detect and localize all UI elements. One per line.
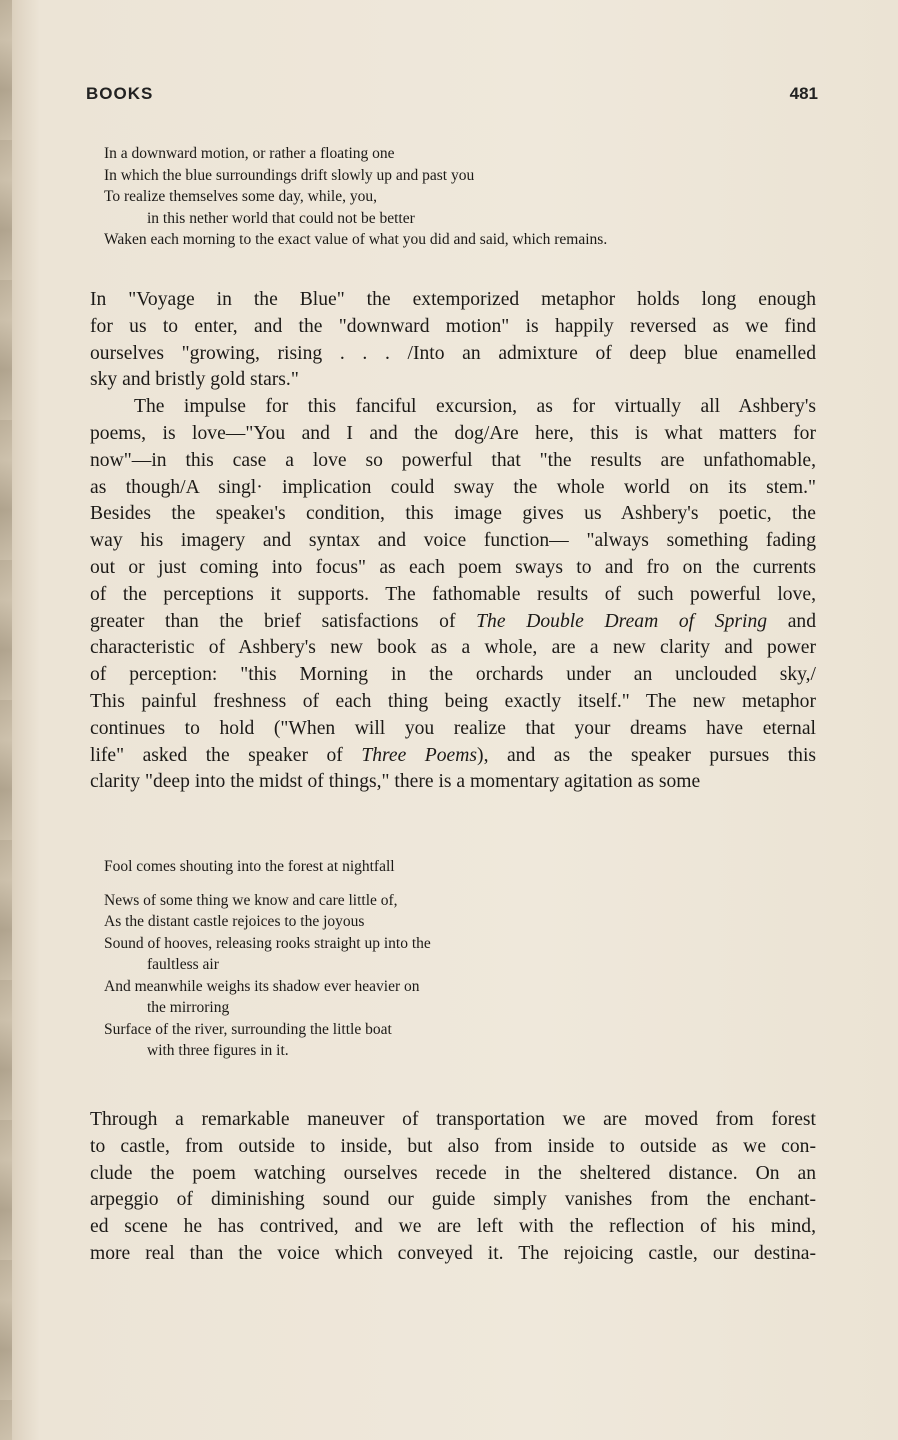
verse-line: In which the blue surroundings drift slowly up and past you: [104, 166, 475, 184]
text-line: clarity "deep into the midst of things," there is a momentary agitation as some: [90, 771, 701, 793]
page-number: 481: [789, 84, 818, 103]
verse-quotation-1: [104, 143, 607, 251]
text-line: ed scene he has contrived, and we are left with the reflection of his mind,: [90, 1216, 816, 1238]
running-head: BOOKS: [86, 84, 154, 103]
text-line: characteristic of Ashbery's new book as a whole, are a new clarity and power: [90, 637, 816, 659]
text-line: Besides the speakeı's condition, this image gives us Ashbery's poetic, the: [90, 503, 816, 525]
text-line: The impulse for this fanciful excursion, as for virtually all Ashbery's: [134, 396, 816, 418]
verse-line: To realize themselves some day, while, you,: [104, 188, 377, 205]
page-header: [86, 84, 818, 108]
body-text-1: [90, 287, 816, 796]
stanza-gap: [104, 878, 431, 890]
text-line: more real than the voice which conveyed it. The rejoicing castle, our destina-: [90, 1242, 816, 1264]
text-line: arpeggio of diminishing sound our guide simply vanishes from the enchant-: [90, 1189, 816, 1211]
verse-line: in this nether world that could not be better: [147, 209, 415, 227]
body-text-2: [90, 1107, 816, 1268]
verse-line: News of some thing we know and care little of,: [104, 891, 398, 909]
verse-line: In a downward motion, or rather a floating one: [104, 145, 395, 162]
text-line: ourselves "growing, rising . . . /Into an admixture of deep blue enamelled: [90, 342, 816, 364]
text-line: life" asked the speaker of Three Poems), and as the speaker pursues this: [90, 744, 817, 766]
text-line: way his imagery and syntax and voice function— "always something fading: [90, 530, 816, 552]
text-line: of perception: "this Morning in the orchards under an unclouded sky,/: [90, 664, 816, 686]
text-line: to castle, from outside to inside, but also from inside to outside as we con-: [90, 1135, 816, 1157]
text-line: out or just coming into focus" as each poem sways to and fro on the currents: [90, 556, 816, 578]
text-line: sky and bristly gold stars.": [90, 369, 299, 391]
verse-line: Surface of the river, surrounding the little boat: [104, 1020, 392, 1038]
verse-line: the mirroring: [147, 999, 230, 1016]
text-line: In "Voyage in the Blue" the extemporized metaphor holds long enough: [90, 289, 816, 310]
text-line: for us to enter, and the "downward motion" is happily reversed as we find: [90, 315, 816, 337]
verse-line: And meanwhile weighs its shadow ever heavier on: [104, 977, 420, 995]
text-line: Through a remarkable maneuver of transportation we are moved from forest: [90, 1109, 816, 1130]
text-line: as though/A singl· implication could sway the whole world on its stem.": [90, 476, 816, 498]
text-line: continues to hold ("When will you realize that your dreams have eternal: [90, 717, 816, 739]
verse-line: Sound of hooves, releasing rooks straight up into the: [104, 934, 431, 952]
text-line: This painful freshness of each thing being exactly itself." The new metaphor: [90, 690, 816, 712]
page-binding-edge: [0, 0, 12, 1440]
text-line: now"—in this case a love so powerful that "the results are unfathomable,: [90, 449, 816, 471]
verse-line: faultless air: [147, 956, 219, 973]
verse-line: with three figures in it.: [147, 1042, 289, 1059]
verse-quotation-2: [104, 856, 431, 1062]
text-line: clude the poem watching ourselves recede in the sheltered distance. On an: [90, 1162, 816, 1184]
text-line: greater than the brief satisfactions of The Double Dream of Spring and: [90, 610, 816, 632]
verse-line: Waken each morning to the exact value of what you did and said, which remains.: [104, 231, 608, 248]
text-line: of the perceptions it supports. The fathomable results of such powerful love,: [90, 583, 816, 605]
verse-line: Fool comes shouting into the forest at nightfall: [104, 858, 395, 875]
text-line: poems, is love—"You and I and the dog/Are here, this is what matters for: [90, 422, 816, 444]
verse-line: As the distant castle rejoices to the joyous: [104, 913, 365, 930]
